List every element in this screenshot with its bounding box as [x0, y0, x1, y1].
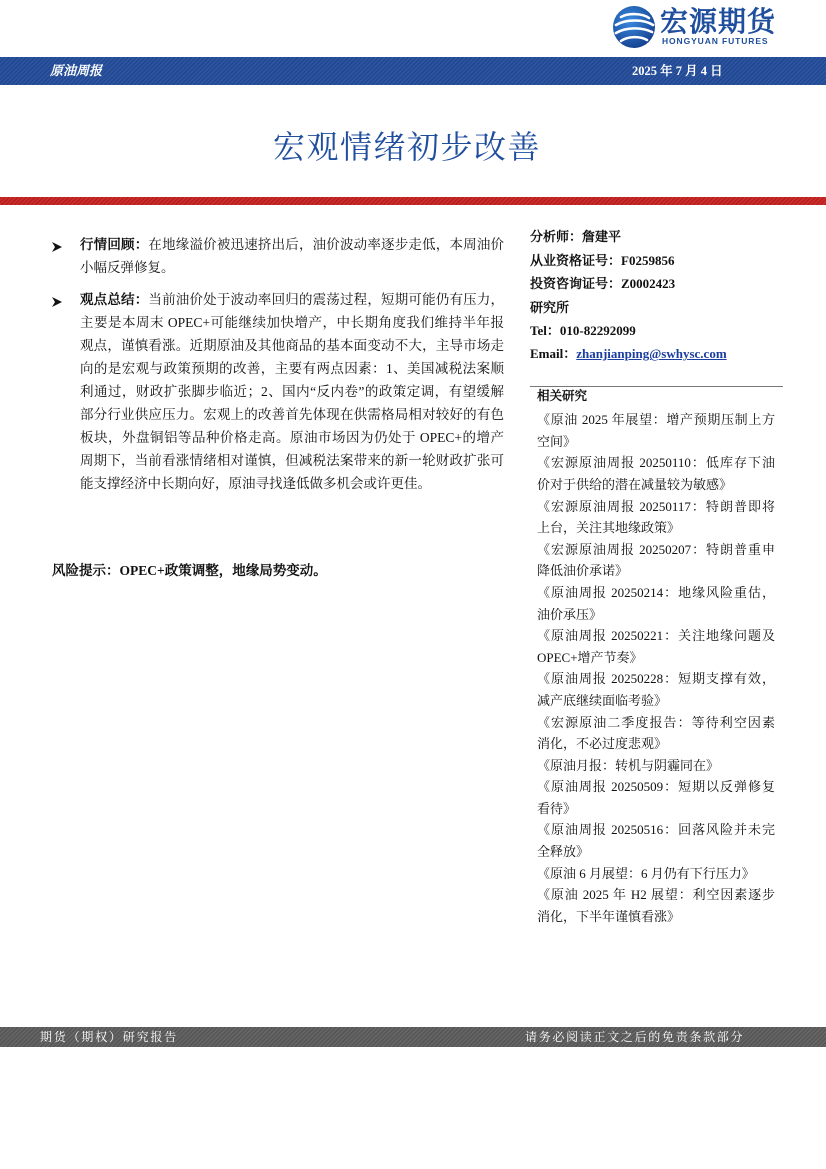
consulting-label: 投资咨询证号：: [530, 276, 622, 292]
related-item: [537, 819, 775, 862]
summary-line: 利通过，财政扩张脚步临近；2、国内“反内卷”的政策定调，有望缓解: [80, 383, 504, 399]
title-divider: [0, 197, 826, 205]
related-item-line: 价对于供给的潜在减量较为敏感》: [537, 476, 733, 492]
related-item-line: 《原油月报：转机与阴霾同在》: [537, 757, 720, 773]
email-row: [530, 342, 727, 365]
qualification-label: 从业资格证号：: [530, 252, 622, 268]
related-item-line: 消化，下半年谨慎看涨》: [537, 908, 681, 924]
analyst-info: [530, 225, 727, 365]
summary-line: [80, 233, 504, 256]
related-item-line: 《原油周报 20250516：回落风险并未完: [537, 822, 775, 838]
logo-name-en: HONGYUAN FUTURES: [662, 36, 769, 46]
related-item-line: 《原油 6 月展望：6 月仍有下行压力》: [537, 865, 755, 881]
department: 研究所: [530, 299, 570, 315]
related-item: [537, 452, 775, 495]
related-item-line: 空间》: [537, 433, 577, 449]
analyst-name-label: 分析师：: [530, 229, 583, 245]
related-item: [537, 582, 775, 625]
related-item: [537, 884, 775, 927]
tel-number: 010-82292099: [559, 322, 636, 338]
summary-line: 小幅反弹修复。: [80, 259, 175, 275]
related-item-line: 《宏源原油周报 20250117：特朗普即将: [537, 498, 775, 514]
report-date: 2025 年 7 月 4 日: [632, 64, 723, 78]
bullet-arrow-icon: [52, 239, 62, 249]
summary-text: 在地缘溢价被迅速挤出后，油价波动率逐步走低，本周油价: [148, 236, 505, 252]
related-item-line: 《原油 2025 年展望：增产预期压制上方: [537, 412, 775, 428]
related-item-line: 消化，不必过度悲观》: [537, 736, 668, 752]
related-item: [537, 712, 775, 755]
view-summary-paragraph: [80, 288, 504, 495]
summary-line: 观点，谨慎看涨。近期原油及其他商品的基本面变动不大，主导市场走: [80, 337, 504, 353]
related-item-line: 降低油价承诺》: [537, 563, 629, 579]
qualification-row: [530, 249, 727, 272]
tel-label: Tel：: [530, 322, 560, 338]
page-title: 宏观情绪初步改善: [272, 128, 541, 166]
footer-report-type: 期货（期权）研究报告: [40, 1030, 179, 1044]
related-item-line: 看待》: [537, 800, 577, 816]
related-item-line: 上台，关注其地缘政策》: [537, 520, 681, 536]
related-item: [537, 863, 775, 885]
footer-bar: [0, 1027, 826, 1047]
summary-line: 向的是宏观与政策预期的改善，主要有两点因素：1、美国减税法案顺: [80, 360, 504, 376]
related-list: [537, 409, 775, 927]
summary-line: 主要是本周末 OPEC+可能继续加快增产，中长期角度我们维持半年报: [80, 314, 504, 330]
risk-text: OPEC+政策调整，地缘局势变动。: [119, 562, 327, 578]
summary-line: 周期下，当前看涨情绪相对谨慎，但减税法案带来的新一轮财政扩张可: [80, 452, 504, 468]
summary-line: 板块，外盘铜铝等品种价格走高。原油市场因为仍处于 OPEC+的增产: [80, 429, 504, 445]
related-item-line: OPEC+增产节奏》: [537, 649, 643, 665]
related-item-line: 油价承压》: [537, 606, 603, 622]
market-review-paragraph: [80, 233, 504, 279]
tel-row: [530, 319, 727, 342]
qualification-number: F0259856: [621, 252, 675, 268]
analyst-name-row: [530, 225, 727, 248]
related-item-line: 《宏源原油二季度报告：等待利空因素: [537, 714, 775, 730]
logo-emblem-icon: [612, 5, 656, 49]
related-item: [537, 539, 775, 582]
logo-name-cn: 宏源期货: [660, 5, 777, 38]
footer-disclaimer: 请务必阅读正文之后的免责条款部分: [525, 1030, 745, 1044]
consulting-row: [530, 272, 727, 295]
summary-line: 能支撑经济中长期向好，原油寻找逢低做多机会或许更佳。: [80, 475, 431, 491]
summary-line: 部分行业供应压力。宏观上的改善首先体现在供需格局相对较好的有色: [80, 406, 504, 422]
risk-label: 风险提示：: [52, 562, 120, 578]
related-item-line: 《宏源原油周报 20250110：低库存下油: [537, 455, 775, 471]
market-review-label: 行情回顾：: [80, 236, 149, 252]
related-item: [537, 668, 775, 711]
related-item-line: 《宏源原油周报 20250207：特朗普重申: [537, 541, 775, 557]
related-item-line: 减产底继续面临考验》: [537, 692, 668, 708]
related-item-line: 《原油 2025 年 H2 展望：利空因素逐步: [537, 887, 775, 903]
related-item-line: 《原油周报 20250228：短期支撑有效，: [537, 671, 775, 687]
email-label: Email：: [530, 346, 577, 362]
related-item-line: 全释放》: [537, 844, 590, 860]
risk-warning: [52, 559, 327, 582]
related-heading: 相关研究: [537, 389, 588, 403]
consulting-number: Z0002423: [621, 276, 676, 292]
bullet-arrow-icon: [52, 294, 62, 304]
related-item: [537, 409, 775, 452]
related-item-line: 《原油周报 20250214：地缘风险重估，: [537, 584, 775, 600]
related-item-line: 《原油周报 20250221：关注地缘问题及: [537, 628, 775, 644]
related-item: [537, 755, 775, 777]
email-link[interactable]: zhanjianping@swhysc.com: [576, 346, 727, 362]
view-summary-label: 观点总结：: [80, 291, 149, 307]
report-type: 原油周报: [50, 63, 103, 78]
related-item: [537, 776, 775, 819]
analyst-name: 詹建平: [582, 229, 622, 245]
header-bar: [0, 57, 826, 85]
related-item: [537, 625, 775, 668]
related-item-line: 《原油周报 20250509：短期以反弹修复: [537, 779, 775, 795]
related-item: [537, 496, 775, 539]
summary-line: [80, 288, 504, 311]
summary-text: 当前油价处于波动率回归的震荡过程，短期可能仍有压力，: [148, 291, 505, 307]
